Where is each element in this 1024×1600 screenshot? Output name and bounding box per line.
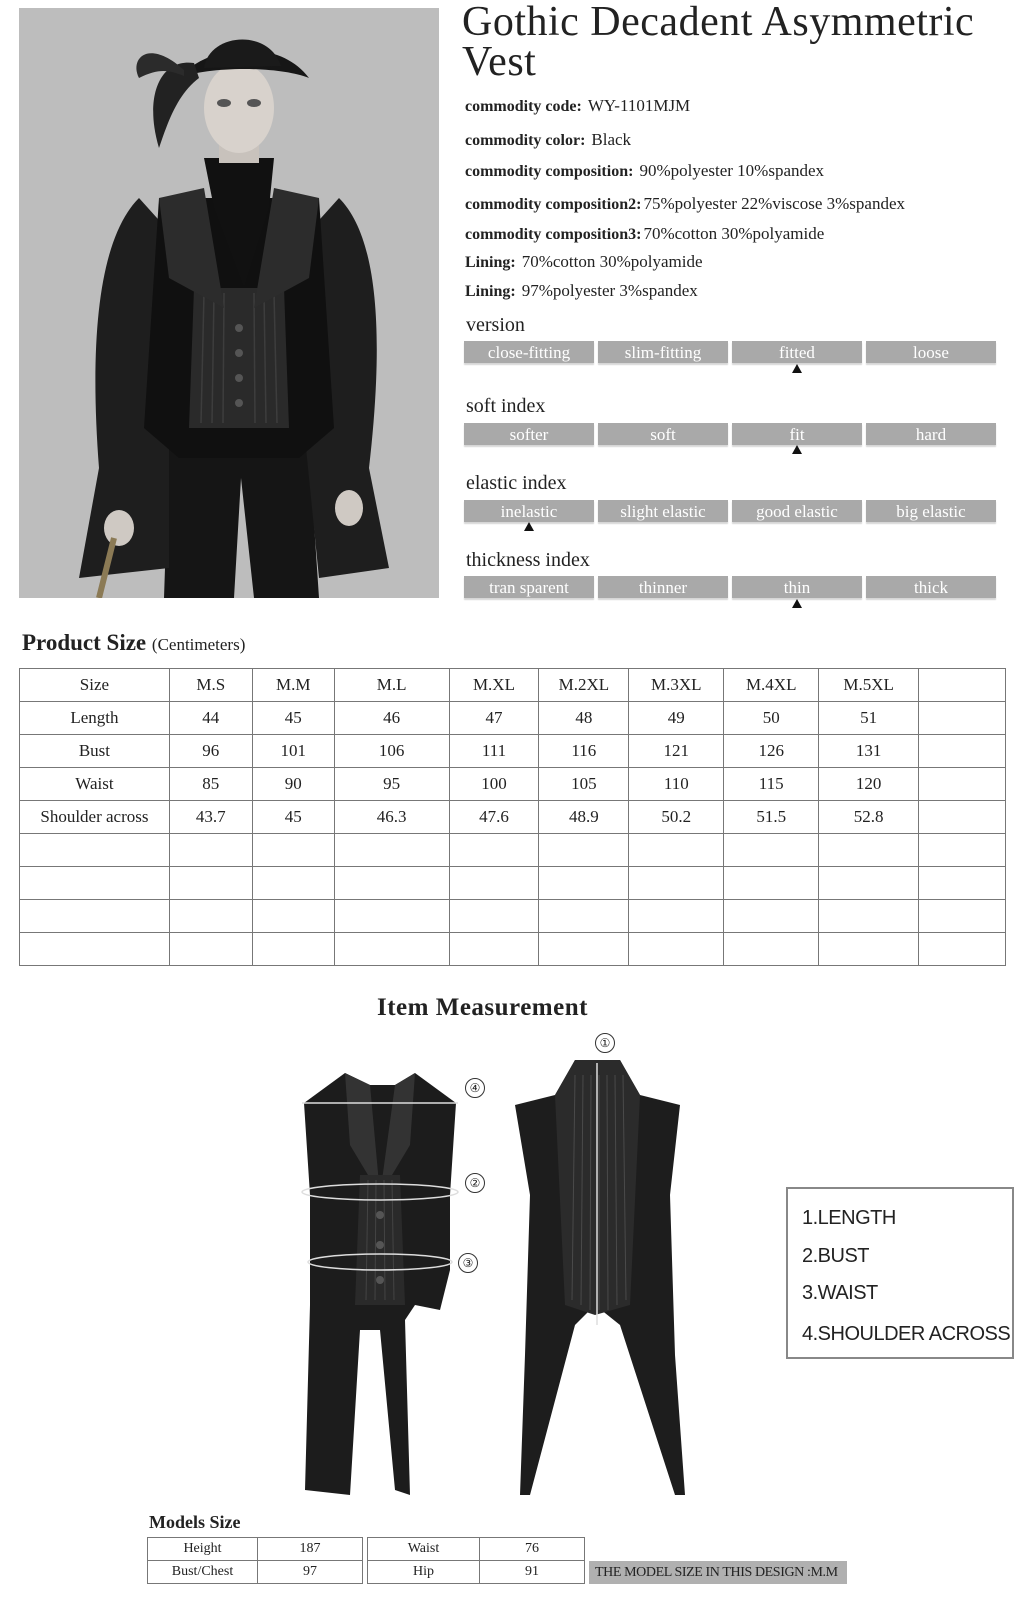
table-cell: 95 [334,768,449,801]
table-row [368,1561,585,1584]
table-row [20,834,1006,867]
table-cell: Height [148,1538,258,1561]
table-cell [20,933,170,966]
version-option: loose [866,341,996,363]
selected-marker [792,599,802,608]
table-cell [724,900,819,933]
soft-index-bar [464,423,1000,445]
table-cell [169,867,252,900]
table-cell: 52.8 [819,801,919,834]
spec-row [465,96,690,116]
spec-value: 75%polyester 22%viscose 3%spandex [643,194,905,213]
table-cell [252,834,334,867]
table-cell: 100 [449,768,539,801]
marker-length: ① [595,1033,615,1053]
elastic-index-option: big elastic [866,500,996,522]
legend-shoulder: 4.SHOULDER ACROSS [802,1323,1011,1345]
table-cell: 51 [819,702,919,735]
table-cell: 47 [449,702,539,735]
table-row [20,900,1006,933]
table-cell: 76 [480,1538,585,1561]
table-header-cell: Size [20,669,170,702]
table-cell: 45 [252,702,334,735]
table-row [20,768,1006,801]
table-row [20,801,1006,834]
spec-value: 90%polyester 10%spandex [639,161,825,180]
table-cell [252,900,334,933]
table-cell: Bust [20,735,170,768]
table-cell [169,834,252,867]
table-cell [169,933,252,966]
table-cell: 90 [252,768,334,801]
selected-marker [792,364,802,373]
spec-label: commodity code: [465,98,582,115]
spec-value: 70%cotton 30%polyamide [521,252,703,271]
thickness-index-bar [464,576,1000,598]
thickness-index-option: thin [732,576,862,598]
spec-row [465,252,703,272]
table-header-cell: M.3XL [629,669,724,702]
marker-waist: ③ [458,1253,478,1273]
item-measurement-title: Item Measurement [377,994,588,1021]
table-cell: 115 [724,768,819,801]
table-cell: 50 [724,702,819,735]
table-cell [20,834,170,867]
selected-marker [524,522,534,531]
model-photo [19,8,439,598]
table-cell: 110 [629,768,724,801]
table-cell [919,735,1006,768]
table-cell: 91 [480,1561,585,1584]
table-cell [449,867,539,900]
spec-value: 97%polyester 3%spandex [521,281,698,300]
thickness-index-option: tran sparent [464,576,594,598]
table-cell: Shoulder across [20,801,170,834]
table-cell: 116 [539,735,629,768]
table-row [368,1538,585,1561]
table-cell [919,867,1006,900]
marker-shoulder: ④ [465,1078,485,1098]
soft-index-option: soft [598,423,728,445]
table-cell [919,900,1006,933]
table-cell [539,933,629,966]
table-cell [724,867,819,900]
table-cell [252,933,334,966]
table-cell [169,900,252,933]
table-cell [539,867,629,900]
table-cell [819,900,919,933]
table-cell [252,867,334,900]
table-header-cell: M.5XL [819,669,919,702]
version-option: slim-fitting [598,341,728,363]
table-cell [724,834,819,867]
soft-index-option: fit [732,423,862,445]
models-table-right [367,1537,585,1584]
size-table [19,668,1006,966]
table-cell [539,900,629,933]
table-cell: 49 [629,702,724,735]
table-cell [449,933,539,966]
table-cell [449,900,539,933]
thickness-index-option: thinner [598,576,728,598]
table-cell: 106 [334,735,449,768]
table-cell: 131 [819,735,919,768]
table-header-cell: M.XL [449,669,539,702]
table-row [20,933,1006,966]
models-size-title: Models Size [149,1512,241,1532]
table-header-cell: M.2XL [539,669,629,702]
table-cell: 46 [334,702,449,735]
table-row [148,1561,363,1584]
table-cell: 121 [629,735,724,768]
table-cell [449,834,539,867]
table-header-row [20,669,1006,702]
spec-row [465,130,631,150]
table-cell: 97 [258,1561,363,1584]
elastic-index-title: elastic index [466,472,567,494]
table-row [20,867,1006,900]
vest-diagram [290,1036,710,1495]
version-option: fitted [732,341,862,363]
vest-back-drawing [515,1060,685,1495]
spec-label: commodity color: [465,132,586,149]
table-cell [334,834,449,867]
table-header-cell: M.S [169,669,252,702]
version-bar [464,341,1000,363]
spec-row [465,161,824,181]
selected-marker [792,445,802,454]
table-cell: 44 [169,702,252,735]
table-cell: 50.2 [629,801,724,834]
table-cell [724,933,819,966]
table-cell: 101 [252,735,334,768]
table-cell [819,834,919,867]
product-size-title [22,630,245,656]
table-header-cell: M.M [252,669,334,702]
table-cell: 45 [252,801,334,834]
table-cell: Hip [368,1561,480,1584]
table-header-cell [919,669,1006,702]
table-cell: 96 [169,735,252,768]
version-title: version [466,314,525,336]
table-cell: 187 [258,1538,363,1561]
table-cell: 126 [724,735,819,768]
elastic-index-bar [464,500,1000,522]
table-cell: 47.6 [449,801,539,834]
version-option: close-fitting [464,341,594,363]
spec-label: commodity composition3: [465,226,642,243]
table-cell [919,933,1006,966]
soft-index-title: soft index [466,395,546,417]
legend-bust: 2.BUST [802,1245,870,1267]
thickness-index-title: thickness index [466,549,590,571]
product-title: Gothic Decadent Asymmetric Vest [462,0,975,85]
table-cell: Waist [368,1538,480,1561]
models-table-left [147,1537,363,1584]
table-cell: Waist [20,768,170,801]
table-cell [629,867,724,900]
table-cell: 120 [819,768,919,801]
spec-row [465,194,905,214]
elastic-index-option: inelastic [464,500,594,522]
table-cell [919,801,1006,834]
legend-waist: 3.WAIST [802,1282,878,1304]
table-row [20,735,1006,768]
table-row [148,1538,363,1561]
table-row [20,702,1006,735]
table-cell [20,867,170,900]
table-cell: 48 [539,702,629,735]
table-cell [919,702,1006,735]
thickness-index-option: thick [866,576,996,598]
marker-bust: ② [465,1173,485,1193]
measurement-legend [786,1187,1014,1359]
spec-label: commodity composition2: [465,196,642,213]
table-cell: 85 [169,768,252,801]
table-cell: 51.5 [724,801,819,834]
table-cell: 48.9 [539,801,629,834]
spec-label: Lining: [465,254,516,271]
spec-value: 70%cotton 30%polyamide [643,224,825,243]
table-cell [334,933,449,966]
elastic-index-option: slight elastic [598,500,728,522]
spec-row [465,224,824,244]
table-cell [919,834,1006,867]
model-size-note: THE MODEL SIZE IN THIS DESIGN :M.M [589,1561,847,1584]
table-cell [919,768,1006,801]
soft-index-option: hard [866,423,996,445]
table-cell [629,900,724,933]
table-header-cell: M.4XL [724,669,819,702]
table-cell [629,834,724,867]
table-cell [334,900,449,933]
table-cell: 46.3 [334,801,449,834]
spec-value: WY-1101MJM [587,96,691,115]
table-cell [20,900,170,933]
size-unit: (Centimeters) [151,635,246,654]
table-cell: Length [20,702,170,735]
legend-length: 1.LENGTH [802,1207,896,1229]
table-cell: Bust/Chest [148,1561,258,1584]
soft-index-option: softer [464,423,594,445]
table-cell [819,933,919,966]
spec-label: commodity composition: [465,163,634,180]
spec-value: Black [591,130,632,149]
spec-label: Lining: [465,283,516,300]
table-cell [819,867,919,900]
spec-row [465,281,698,301]
table-cell [539,834,629,867]
table-cell: 105 [539,768,629,801]
size-title-text: Product Size [22,630,147,655]
vest-front-drawing [302,1073,458,1495]
table-cell: 43.7 [169,801,252,834]
table-cell: 111 [449,735,539,768]
table-header-cell: M.L [334,669,449,702]
elastic-index-option: good elastic [732,500,862,522]
table-cell [334,867,449,900]
table-cell [629,933,724,966]
